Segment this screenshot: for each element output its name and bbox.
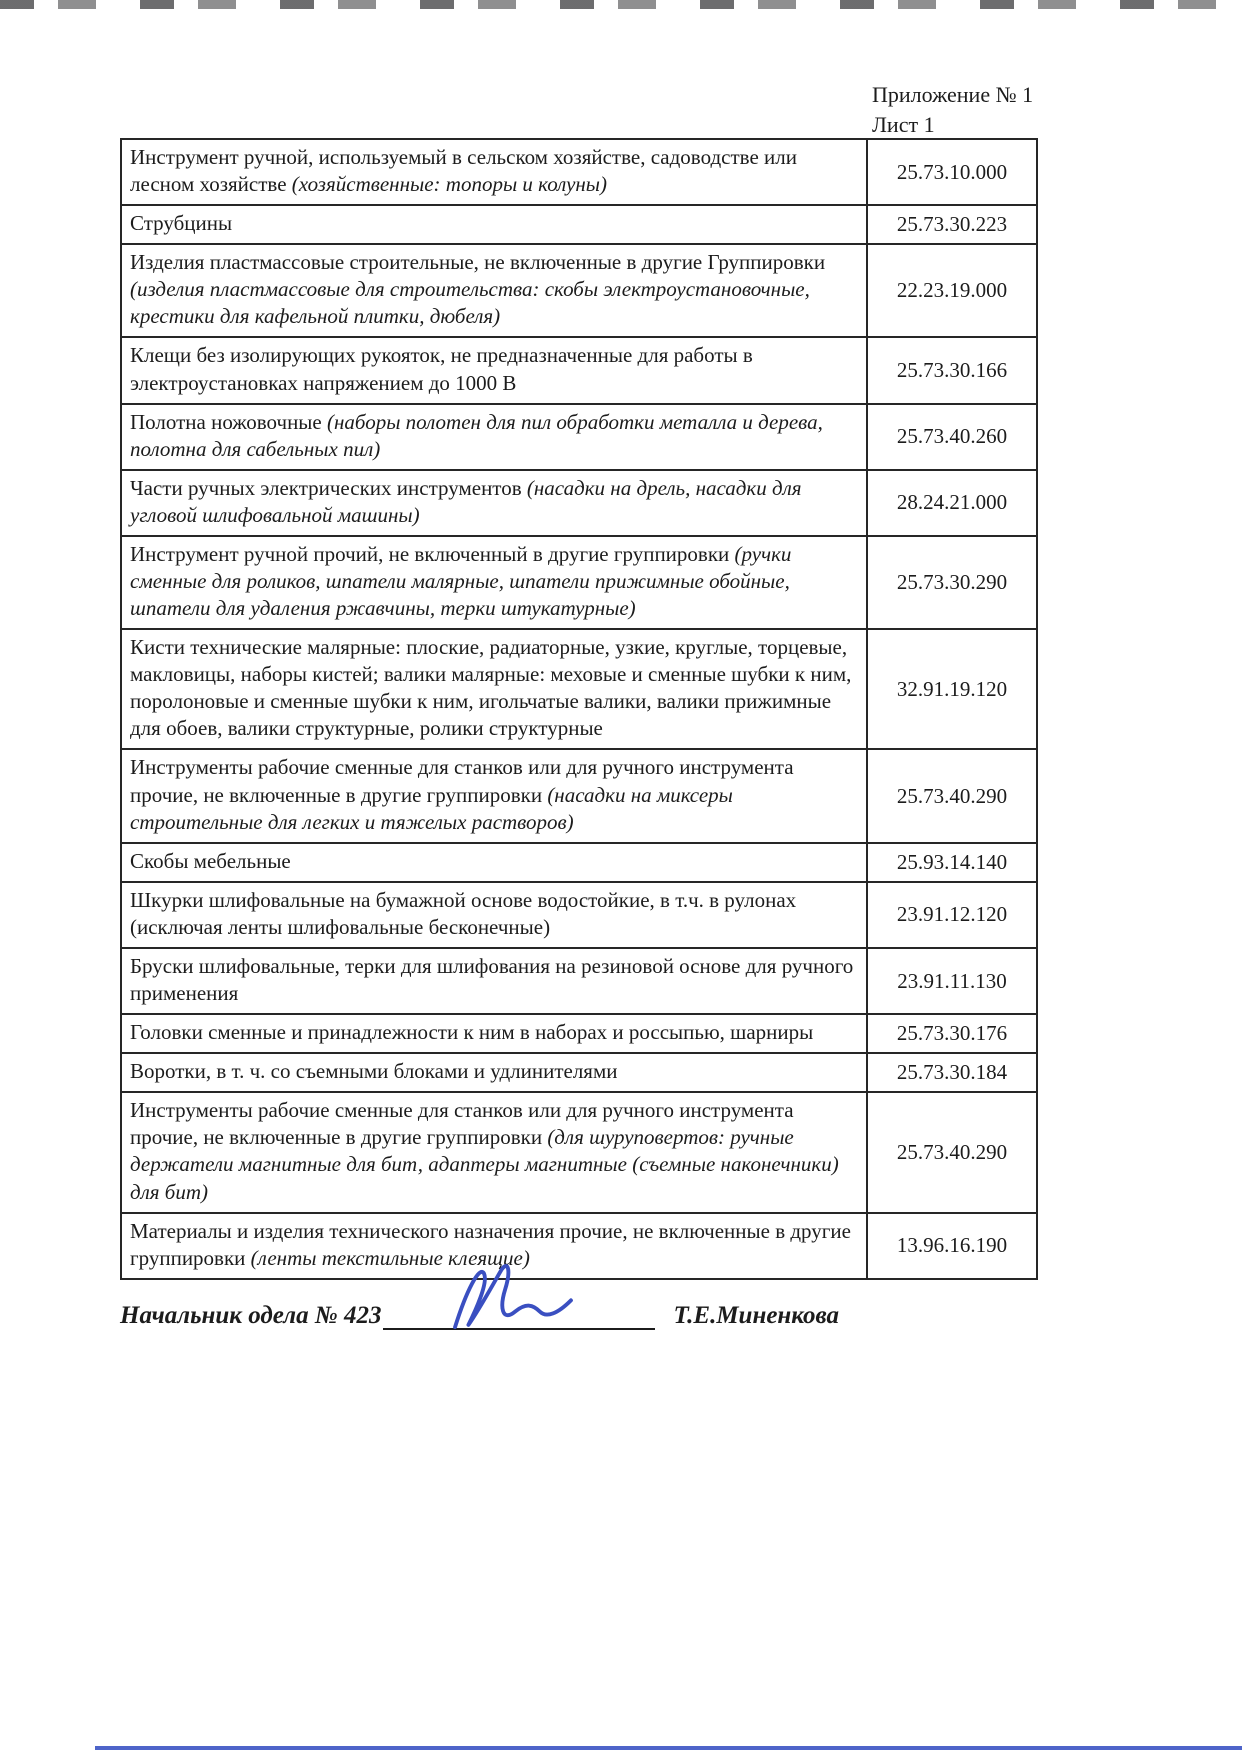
description-segment: Клещи без изолирующих рукояток, не предназначенные для работы в электроустановках напряжением до 1000 В [130, 343, 753, 395]
row-description [121, 470, 867, 536]
row-description [121, 139, 867, 205]
description-segment: Изделия пластмассовые строительные, не включенные в другие Группировки [130, 250, 826, 275]
description-segment: Кисти технические малярные: плоские, радиаторные, узкие, круглые, торцевые, макловицы, наборы кистей; валики малярные: меховые и сменные шубки к ним, поролоновые и сменные шубки к ним, игольчатые валики, валики прижимные для обоев, валики структурные, ролики структурные [130, 635, 852, 741]
row-classification-code: 32.91.19.120 [867, 629, 1037, 749]
row-description [121, 948, 867, 1014]
description-segment: Бруски шлифовальные, терки для шлифования на резиновой основе для ручного применения [130, 953, 854, 1006]
table-row [121, 536, 1037, 629]
description-italic-segment: (наборы полотен для пил обработки металла и дерева, полотна для сабельных пил) [130, 409, 823, 461]
sheet-label: Лист 1 [872, 111, 935, 137]
scan-edge-artifact-bottom [95, 1746, 1242, 1750]
description-italic-segment: (ленты текстильные клеящие) [250, 1245, 530, 1270]
description-italic-segment: (насадки на дрель, насадки для угловой шлифовальной машины) [130, 475, 802, 527]
row-description [121, 337, 867, 403]
description-segment: Воротки, в т. ч. со съемными блоками и удлинителями [130, 1059, 618, 1084]
description-italic-segment: (ручки сменные для роликов, шпатели малярные, шпатели прижимные обойные, шпатели для удаления ржавчины, терки штукатурные) [130, 541, 792, 621]
signature-block [120, 1302, 1120, 1330]
description-italic-segment: (для шуруповертов: ручные держатели магнитные для бит, адаптеры магнитные (съемные наконечники) для бит) [130, 1125, 839, 1204]
signature-stroke [456, 1266, 572, 1327]
row-classification-code: 28.24.21.000 [867, 470, 1037, 536]
signature-underline [383, 1303, 655, 1331]
row-classification-code: 23.91.11.130 [867, 948, 1037, 1014]
row-description [121, 629, 867, 749]
description-segment: Части ручных электрических инструментов [130, 475, 527, 500]
row-classification-code: 25.73.30.176 [867, 1014, 1037, 1053]
table-row [121, 882, 1037, 948]
description-segment: Полотна ножовочные [130, 409, 327, 434]
row-classification-code: 25.93.14.140 [867, 843, 1037, 882]
row-classification-code: 25.73.40.260 [867, 404, 1037, 470]
description-segment: Инструменты рабочие сменные для станков или для ручного инструмента прочие, не включенные в другие группировки [130, 1098, 794, 1150]
table-row [121, 404, 1037, 470]
table-row [121, 1014, 1037, 1053]
row-description [121, 536, 867, 629]
row-description [121, 843, 867, 882]
row-classification-code: 25.73.10.000 [867, 139, 1037, 205]
scan-edge-artifact-top [0, 0, 1242, 9]
description-segment: Шкурки шлифовальные на бумажной основе водостойкие, в т.ч. в рулонах (исключая ленты шлифовальные бесконечные) [130, 887, 797, 939]
row-classification-code: 13.96.16.190 [867, 1213, 1037, 1279]
row-classification-code: 25.73.30.223 [867, 205, 1037, 244]
row-classification-code: 23.91.12.120 [867, 882, 1037, 948]
row-description [121, 882, 867, 948]
table-row [121, 749, 1037, 842]
table-row [121, 139, 1037, 205]
description-segment: Материалы и изделия технического назначения прочие, не включенные в другие группировки [130, 1218, 851, 1270]
row-classification-code: 22.23.19.000 [867, 244, 1037, 337]
appendix-label: Приложение № 1 [872, 82, 1034, 107]
description-segment: Инструмент ручной прочий, не включенный в другие группировки [130, 541, 735, 566]
table-row [121, 629, 1037, 749]
row-description [121, 1092, 867, 1212]
description-italic-segment: (хозяйственные: топоры и колуны) [291, 172, 608, 197]
row-description [121, 404, 867, 470]
row-classification-code: 25.73.30.184 [867, 1053, 1037, 1092]
row-description [121, 244, 867, 337]
table-row [121, 1053, 1037, 1092]
row-classification-code: 25.73.30.166 [867, 337, 1037, 403]
handwritten-signature-icon [438, 1258, 588, 1336]
document-header [872, 80, 1033, 139]
row-description [121, 205, 867, 244]
row-description [121, 1014, 867, 1053]
row-classification-code: 25.73.40.290 [867, 749, 1037, 842]
description-segment: Скобы мебельные [130, 848, 291, 873]
row-classification-code: 25.73.30.290 [867, 536, 1037, 629]
table-row [121, 470, 1037, 536]
table-row [121, 337, 1037, 403]
table-row [121, 843, 1037, 882]
description-segment: Головки сменные и принадлежности к ним в наборах и россыпью, шарниры [130, 1020, 814, 1045]
table-row [121, 948, 1037, 1014]
description-segment: Инструменты рабочие сменные для станков или для ручного инструмента прочие, не включенные в другие группировки [130, 755, 794, 807]
table-row [121, 244, 1037, 337]
row-description [121, 749, 867, 842]
position-label: Начальник одела № 423 [120, 1302, 382, 1329]
table-body [121, 139, 1037, 1279]
description-italic-segment: (изделия пластмассовые для строительства: скобы электроустановочные, крестики для кафельной плитки, дюбеля) [130, 277, 810, 329]
table-row [121, 205, 1037, 244]
row-classification-code: 25.73.40.290 [867, 1092, 1037, 1212]
description-segment: Инструмент ручной, используемый в сельском хозяйстве, садоводстве или лесном хозяйстве [130, 145, 797, 197]
classification-table [120, 138, 1038, 1280]
description-italic-segment: (насадки на миксеры строительные для легких и тяжелых растворов) [130, 782, 733, 834]
description-segment: Струбцины [130, 211, 233, 236]
signatory-name: Т.Е.Миненкова [673, 1302, 840, 1329]
row-description [121, 1053, 867, 1092]
table-row [121, 1092, 1037, 1212]
